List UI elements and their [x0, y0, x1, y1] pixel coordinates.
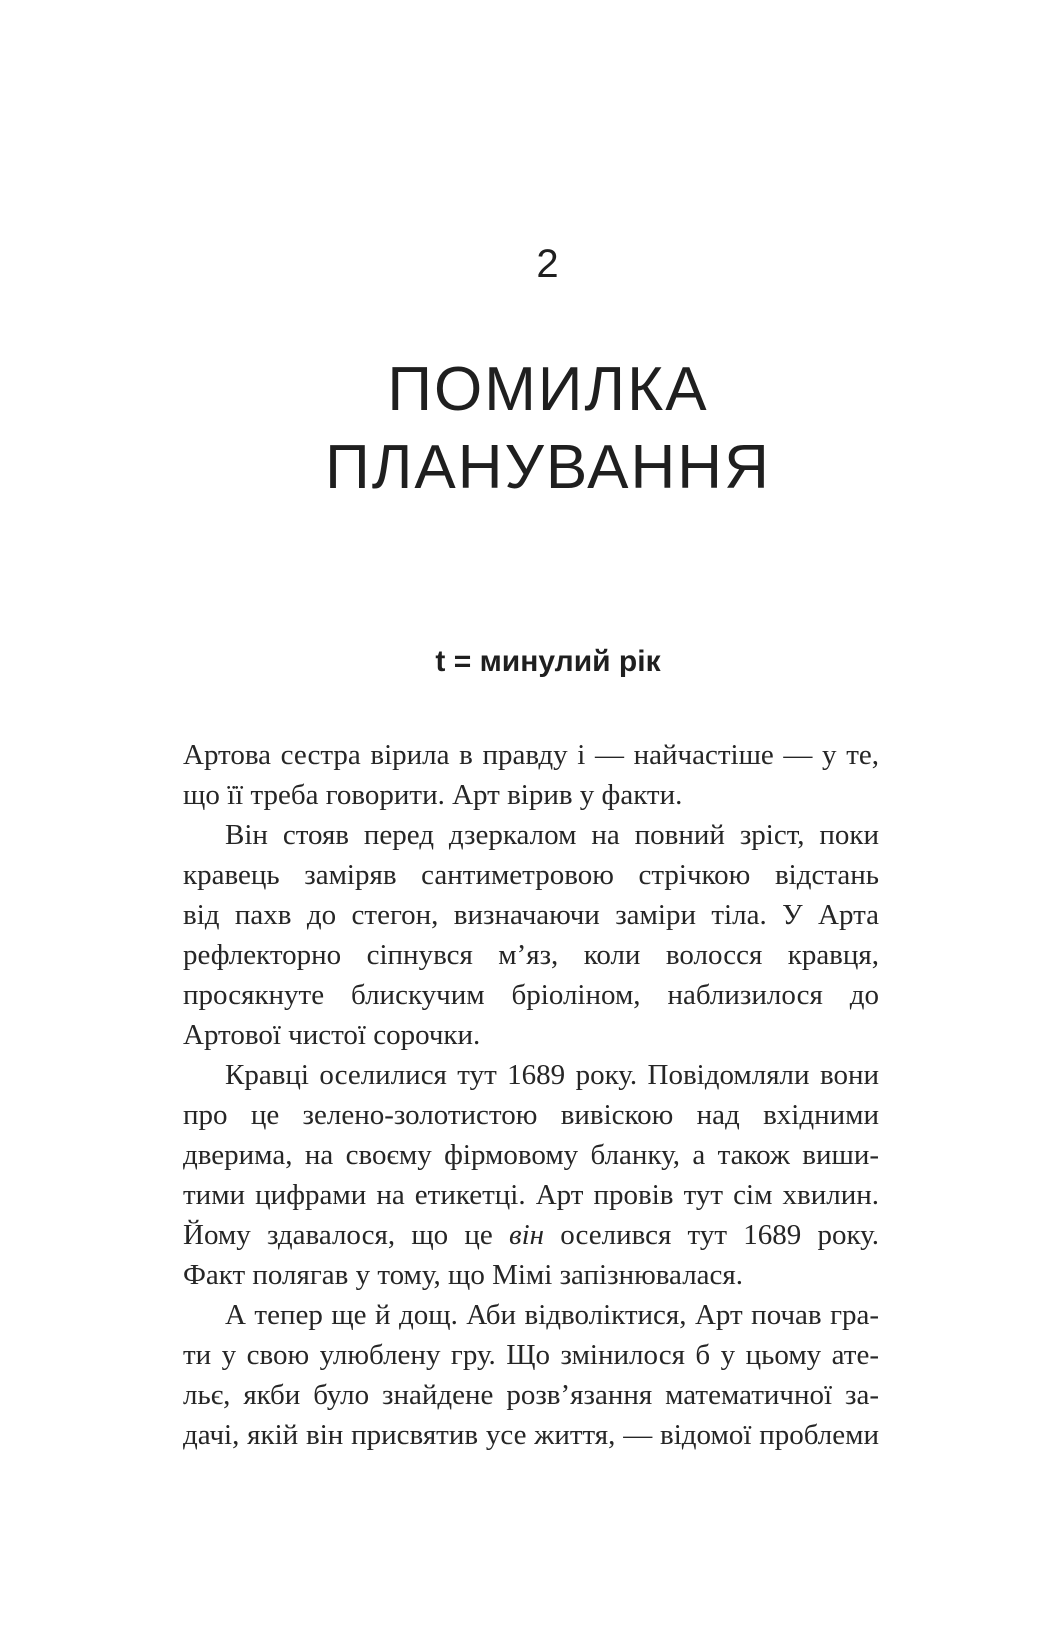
text-line	[183, 1215, 879, 1255]
text-segment: Артова сестра вірила в правду і — найчастіше — у те,	[183, 739, 879, 771]
text-line	[183, 935, 879, 975]
text-line	[183, 735, 879, 775]
section-subtitle: t = минулий рік	[435, 645, 661, 678]
paragraph	[183, 815, 879, 1055]
text-line	[183, 895, 879, 935]
text-line	[183, 1295, 879, 1335]
text-line	[183, 1415, 879, 1455]
chapter-number: 2	[536, 242, 560, 286]
text-segment: що її треба говорити. Арт вірив у факти.	[183, 779, 683, 811]
text-segment: Кравці оселилися тут 1689 року. Повідомляли вони	[225, 1059, 879, 1091]
text-line	[183, 1255, 879, 1295]
body-text	[183, 735, 879, 1455]
text-segment: А тепер ще й дощ. Аби відволіктися, Арт почав гра-	[225, 1299, 879, 1331]
text-segment: льє, якби було знайдене розв’язання математичної за-	[183, 1379, 879, 1411]
text-line	[183, 855, 879, 895]
text-segment: тими цифрами на етикетці. Арт провів тут сім хвилин.	[183, 1179, 879, 1211]
text-line	[183, 1335, 879, 1375]
text-line	[183, 1375, 879, 1415]
chapter-title	[200, 351, 896, 507]
text-segment: про це зелено-золотистою вивіскою над вхідними	[183, 1099, 879, 1131]
text-line	[183, 1135, 879, 1175]
text-segment: дверима, на своєму фірмовому бланку, а також виши-	[183, 1139, 879, 1171]
text-segment: просякнуте блискучим бріоліном, наблизилося до	[183, 979, 879, 1011]
text-line	[183, 815, 879, 855]
text-segment: Він стояв перед дзеркалом на повний зріст, поки	[225, 819, 879, 851]
italic-text-segment: він	[509, 1219, 545, 1251]
chapter-title-line-2: ПЛАНУВАННЯ	[325, 433, 771, 502]
paragraph	[183, 1055, 879, 1295]
text-segment: від пахв до стегон, визначаючи заміри тіла. У Арта	[183, 899, 879, 931]
text-line	[183, 1055, 879, 1095]
text-line	[183, 1015, 879, 1055]
text-segment: оселився тут 1689 року.	[544, 1219, 879, 1251]
paragraph	[183, 735, 879, 815]
text-segment: Факт полягав у тому, що Мімі запізнювалася.	[183, 1259, 743, 1291]
text-segment: дачі, якій він присвятив усе життя, — відомої проблеми	[183, 1419, 879, 1451]
paragraph	[183, 1295, 879, 1455]
text-segment: кравець заміряв сантиметровою стрічкою відстань	[183, 859, 879, 891]
text-line	[183, 975, 879, 1015]
text-segment: Артової чистої сорочки.	[183, 1019, 481, 1051]
text-segment: ти у свою улюблену гру. Що змінилося б у цьому ате-	[183, 1339, 879, 1371]
chapter-title-line-1: ПОМИЛКА	[387, 355, 709, 424]
text-line	[183, 1095, 879, 1135]
text-line	[183, 1175, 879, 1215]
text-line	[183, 775, 879, 815]
text-segment: рефлекторно сіпнувся м’яз, коли волосся кравця,	[183, 939, 879, 971]
text-segment: Йому здавалося, що це	[183, 1219, 510, 1251]
